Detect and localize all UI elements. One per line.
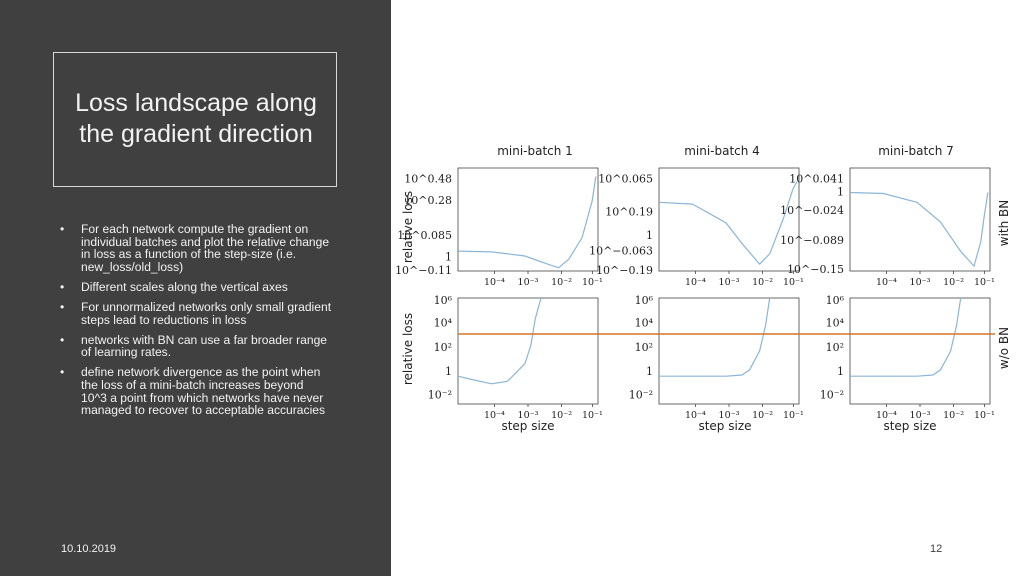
y-tick-label: 10⁻² xyxy=(819,388,844,402)
bullet-list xyxy=(60,223,332,424)
x-tick-label: 10⁻⁴ xyxy=(483,277,505,288)
y-tick-label: 1 xyxy=(646,228,653,242)
bullet-item: • For each network compute the gradient on individual batches and plot the relative change in loss as a function of the step-size (i.e. new_loss/old_loss) xyxy=(60,223,332,273)
y-tick-label: 10² xyxy=(825,340,844,354)
x-tick-label: 10⁻¹ xyxy=(581,410,603,421)
x-tick-label: 10⁻⁴ xyxy=(684,410,706,421)
x-tick-label: 10⁻³ xyxy=(517,410,539,421)
bullet-item: • define network divergence as the point when the loss of a mini-batch increases beyond 10^3 a point from which networks have never managed to recover to acceptable accuracies xyxy=(60,366,332,416)
y-tick-label: 10⁴ xyxy=(634,316,653,330)
row-label: with BN xyxy=(997,199,1011,247)
column-title: mini-batch 7 xyxy=(878,144,954,158)
x-tick-label: 10⁻⁴ xyxy=(684,277,706,288)
plot-frame xyxy=(850,298,990,404)
x-tick-label: 10⁻³ xyxy=(517,277,539,288)
x-tick-label: 10⁻² xyxy=(752,277,774,288)
y-tick-label: 1 xyxy=(445,250,452,264)
y-tick-label: 10² xyxy=(634,340,653,354)
y-tick-label: 10^0.28 xyxy=(404,193,452,207)
x-tick-label: 10⁻³ xyxy=(718,277,740,288)
left-panel xyxy=(0,0,391,576)
series-line xyxy=(458,298,541,384)
y-tick-label: 10² xyxy=(433,340,452,354)
y-axis-label: relative loss xyxy=(401,312,415,386)
y-tick-label: 10⁶ xyxy=(433,294,452,308)
slide-date: 10.10.2019 xyxy=(61,543,117,555)
x-tick-label: 10⁻² xyxy=(943,410,965,421)
x-tick-label: 10⁻³ xyxy=(718,410,740,421)
x-tick-label: 10⁻¹ xyxy=(782,410,804,421)
series-line xyxy=(659,182,797,264)
y-tick-label: 10⁴ xyxy=(825,316,844,330)
x-tick-label: 10⁻¹ xyxy=(782,277,804,288)
x-tick-label: 10⁻³ xyxy=(909,410,931,421)
bullet-item: • networks with BN can use a far broader range of learning rates. xyxy=(60,334,332,359)
plot-frame xyxy=(659,298,799,404)
x-tick-label: 10⁻⁴ xyxy=(483,410,505,421)
y-tick-label: 10^0.085 xyxy=(397,228,452,242)
x-tick-label: 10⁻⁴ xyxy=(875,410,897,421)
series-line xyxy=(458,176,596,267)
series-line xyxy=(850,193,988,267)
y-tick-label: 10^−0.024 xyxy=(780,204,844,218)
y-tick-label: 10^−0.15 xyxy=(787,262,844,276)
y-tick-label: 1 xyxy=(646,365,653,379)
x-axis-label: step size xyxy=(883,419,937,433)
panels xyxy=(395,168,995,421)
y-tick-label: 10^0.065 xyxy=(598,172,653,186)
page-number: 12 xyxy=(930,543,943,555)
y-tick-label: 10⁻² xyxy=(427,388,452,402)
bullet-item: • For unnormalized networks only small gradient steps lead to reductions in loss xyxy=(60,301,332,326)
title-box xyxy=(53,52,337,187)
x-tick-label: 10⁻² xyxy=(943,277,965,288)
y-tick-label: 10^−0.089 xyxy=(780,234,844,248)
x-tick-label: 10⁻¹ xyxy=(973,410,995,421)
series-line xyxy=(659,298,770,376)
plot-frame xyxy=(458,168,598,271)
y-tick-label: 1 xyxy=(837,185,844,199)
y-tick-label: 10⁶ xyxy=(825,294,844,308)
series-line xyxy=(850,298,961,376)
y-tick-label: 10⁶ xyxy=(634,294,653,308)
x-axis-label: step size xyxy=(501,419,555,433)
figure xyxy=(395,135,1020,440)
y-tick-label: 10^0.48 xyxy=(404,172,452,186)
x-tick-label: 10⁻⁴ xyxy=(875,277,897,288)
row-label: w/o BN xyxy=(997,326,1011,370)
plot-frame xyxy=(458,298,598,404)
column-title: mini-batch 1 xyxy=(497,144,573,158)
y-tick-label: 10^0.041 xyxy=(789,172,844,186)
y-tick-label: 1 xyxy=(837,365,844,379)
y-tick-label: 10^0.19 xyxy=(605,205,653,219)
y-tick-label: 10⁻² xyxy=(628,388,653,402)
y-tick-label: 10^−0.19 xyxy=(596,263,653,277)
x-tick-label: 10⁻³ xyxy=(909,277,931,288)
x-axis-label: step size xyxy=(698,419,752,433)
y-tick-label: 1 xyxy=(445,365,452,379)
y-tick-label: 10⁴ xyxy=(433,316,452,330)
plot-frame xyxy=(850,168,990,271)
x-tick-label: 10⁻² xyxy=(551,277,573,288)
x-tick-label: 10⁻² xyxy=(551,410,573,421)
bullet-item: • Different scales along the vertical axes xyxy=(60,281,332,294)
y-tick-label: 10^−0.11 xyxy=(395,263,452,277)
y-axis-label: relative loss xyxy=(401,190,415,264)
y-tick-label: 10^−0.063 xyxy=(589,244,653,258)
x-tick-label: 10⁻¹ xyxy=(581,277,603,288)
x-tick-label: 10⁻¹ xyxy=(973,277,995,288)
column-title: mini-batch 4 xyxy=(684,144,760,158)
plot-frame xyxy=(659,168,799,271)
x-tick-label: 10⁻² xyxy=(752,410,774,421)
slide-title: Loss landscape along the gradient direction xyxy=(75,89,317,148)
